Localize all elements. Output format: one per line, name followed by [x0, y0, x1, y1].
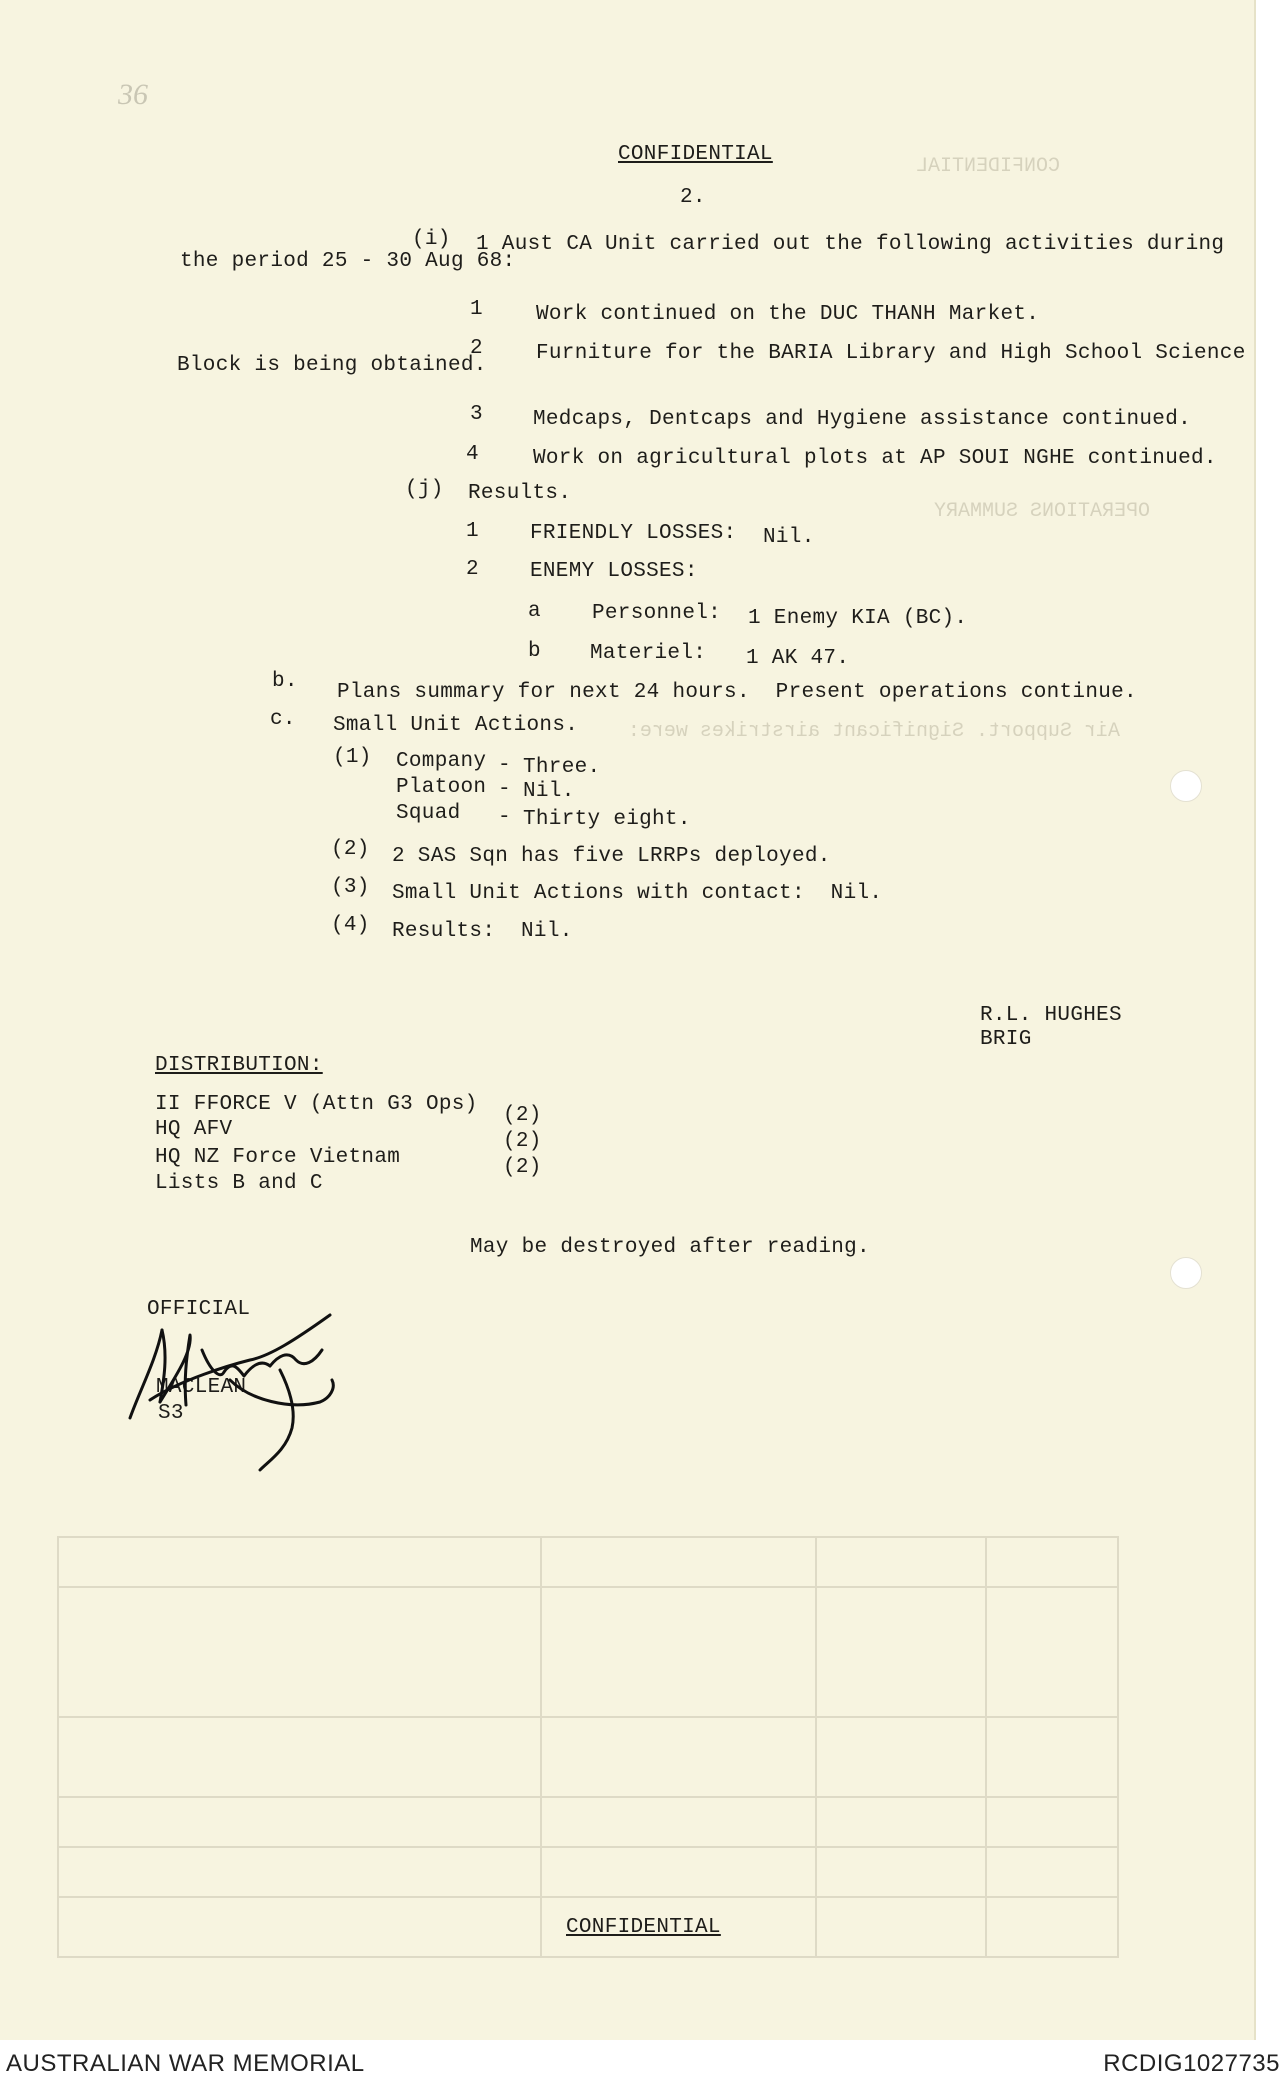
unit-name: Squad	[396, 802, 461, 825]
unit-dash: -	[498, 778, 511, 801]
unit-name: Platoon	[396, 776, 487, 799]
bleed-through-text: CONFIDENTIAL	[915, 155, 1060, 178]
punch-hole	[1170, 1257, 1202, 1289]
section-c-marker: c.	[270, 708, 296, 731]
unit-value: Three.	[523, 756, 601, 779]
section-i-marker: (i)	[412, 228, 451, 251]
personnel-label: Personnel:	[592, 602, 722, 625]
item-number: 2	[470, 337, 483, 360]
archive-id: RCDIG1027735	[1103, 2050, 1280, 2077]
sub-marker: (3)	[331, 876, 370, 899]
destroy-note: May be destroyed after reading.	[470, 1236, 870, 1259]
unit-value: Thirty eight.	[523, 808, 691, 831]
signatory-name: R.L. HUGHES	[980, 1004, 1122, 1027]
enemy-losses-label: ENEMY LOSSES:	[530, 560, 698, 583]
item-number: 3	[470, 403, 483, 426]
plans-summary: Plans summary for next 24 hours. Present operations continue.	[337, 681, 1137, 704]
unit-value: Nil.	[523, 780, 575, 803]
header-classification: CONFIDENTIAL	[618, 143, 773, 166]
distribution-recipient: Lists B and C	[155, 1172, 323, 1195]
section-j-title: Results.	[468, 482, 572, 505]
official-appointment: S3	[158, 1402, 184, 1425]
archive-credit: AUSTRALIAN WAR MEMORIAL	[6, 2050, 365, 2077]
sub-marker: (2)	[331, 838, 370, 861]
enemy-item-letter: a	[528, 600, 541, 623]
bleed-through-text: OPERATIONS SUMMARY	[933, 500, 1150, 523]
distribution-recipient: HQ NZ Force Vietnam	[155, 1146, 401, 1169]
section-b-marker: b.	[272, 670, 298, 693]
enemy-item-letter: b	[528, 640, 541, 663]
sub-marker: (4)	[331, 914, 370, 937]
pencil-page-number: 36	[118, 78, 148, 111]
activity-item: Medcaps, Dentcaps and Hygiene assistance continued.	[533, 408, 1192, 431]
distribution-recipient: HQ AFV	[155, 1118, 233, 1141]
section-i-intro: 1 Aust CA Unit carried out the following activities during	[476, 233, 1225, 256]
distribution-copies: (2)	[503, 1130, 542, 1153]
item-number: 2	[466, 558, 479, 581]
section-j-marker: (j)	[405, 478, 444, 501]
unit-dash: -	[498, 806, 511, 829]
sub-marker: (1)	[333, 746, 372, 769]
distribution-copies: (2)	[503, 1156, 542, 1179]
item-number: 4	[466, 443, 479, 466]
sas-deployed: 2 SAS Sqn has five LRRPs deployed.	[392, 845, 831, 868]
results-nil: Results: Nil.	[392, 920, 573, 943]
punch-hole	[1170, 770, 1202, 802]
page-number: 2.	[680, 186, 706, 209]
footer-classification: CONFIDENTIAL	[566, 1916, 721, 1939]
materiel-label: Materiel:	[590, 642, 707, 665]
activity-item: Work on agricultural plots at AP SOUI NGHE continued.	[533, 447, 1217, 470]
item-number: 1	[470, 298, 483, 321]
unit-name: Company	[396, 750, 487, 773]
official-name: MACLEAN	[156, 1376, 247, 1399]
distribution-copies: (2)	[503, 1104, 542, 1127]
friendly-losses-value: Nil.	[763, 526, 815, 549]
signatory-rank: BRIG	[980, 1028, 1032, 1051]
bleed-through-text: Air Support. Significant airstrikes were:	[627, 720, 1120, 743]
distribution-title: DISTRIBUTION:	[155, 1054, 323, 1077]
section-i-intro-cont: the period 25 - 30 Aug 68:	[180, 250, 516, 273]
distribution-recipient: II FFORCE V (Attn G3 Ops)	[155, 1093, 478, 1116]
handwritten-signature	[120, 1310, 350, 1480]
activity-item-cont: Block is being obtained.	[177, 354, 487, 377]
friendly-losses-label: FRIENDLY LOSSES:	[530, 522, 737, 545]
official-label: OFFICIAL	[147, 1298, 251, 1321]
section-c-title: Small Unit Actions.	[333, 714, 579, 737]
activity-item: Work continued on the DUC THANH Market.	[536, 303, 1040, 326]
activity-item: Furniture for the BARIA Library and High School Science	[536, 342, 1246, 365]
item-number: 1	[466, 520, 479, 543]
personnel-value: 1 Enemy KIA (BC).	[748, 607, 968, 630]
bleed-through-table	[56, 1535, 1126, 1965]
contact-actions: Small Unit Actions with contact: Nil.	[392, 882, 883, 905]
unit-dash: -	[498, 754, 511, 777]
materiel-value: 1 AK 47.	[746, 647, 850, 670]
